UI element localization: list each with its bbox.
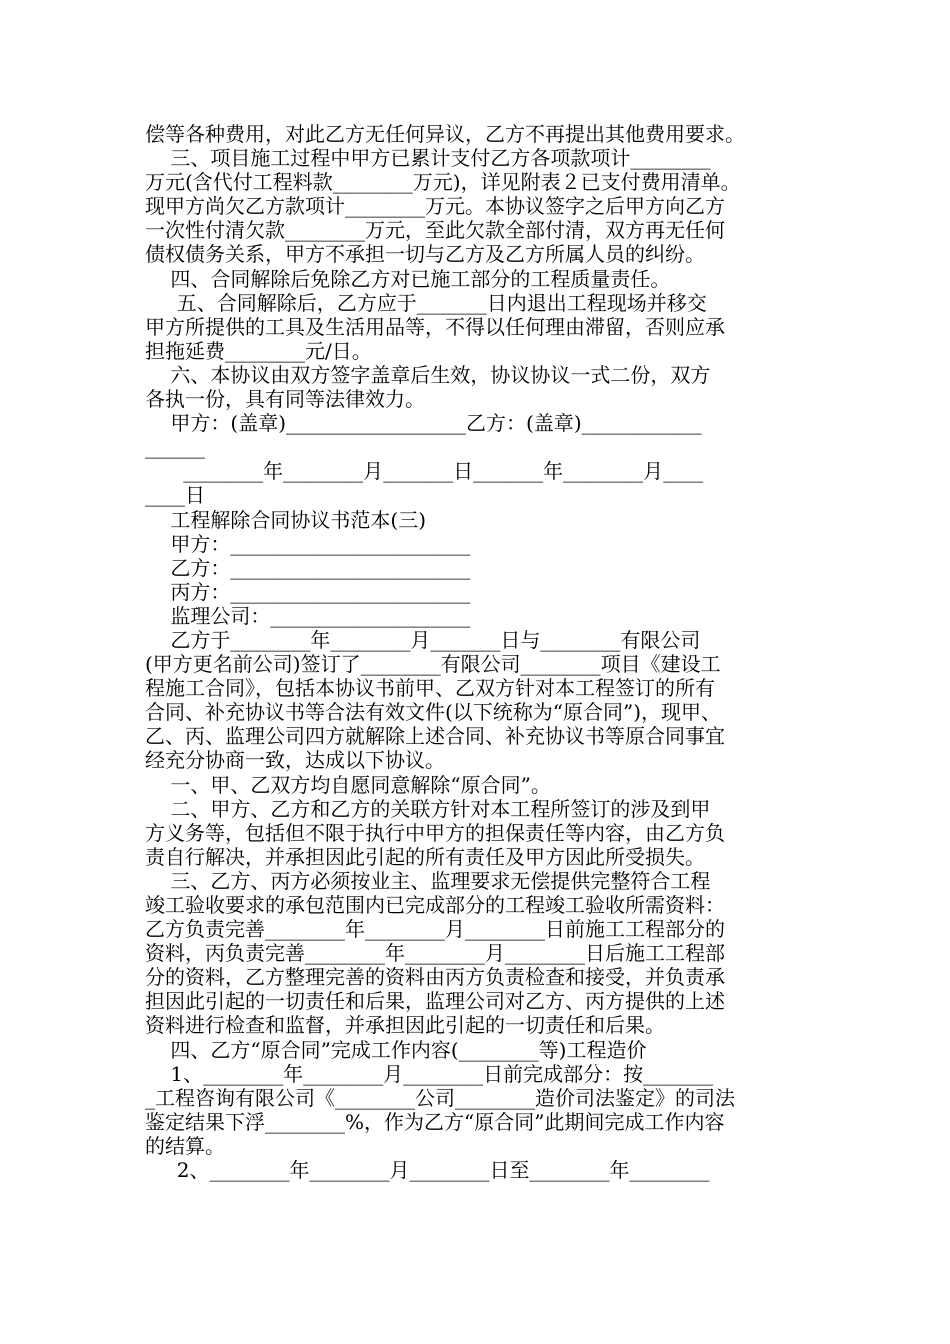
text-line: 竣工验收要求的承包范围内已完成部分的工程竣工验收所需资料： (145, 893, 725, 917)
text-line: 程施工合同》，包括本协议书前甲、乙双方针对本工程签订的所有 (145, 676, 715, 701)
text-line: 的结算。 (145, 1133, 225, 1158)
text-line: 甲方：(盖章)__________________乙方：(盖章)____________ (145, 411, 702, 436)
text-line: 乙、丙、监理公司四方就解除上述合同、补充协议书等原合同事宜 (145, 724, 725, 749)
text-line: 合同、补充协议书等合法有效文件(以下统称为“原合同”)，现甲、 (145, 700, 722, 725)
text-line: 担因此引起的一切责任和后果，监理公司对乙方、丙方提供的上述 (145, 989, 725, 1014)
text-line: 方义务等，包括但不限于执行中甲方的担保责任等内容，由乙方负 (145, 820, 725, 845)
text-line: 经充分协商一致，达成以下协议。 (145, 748, 445, 773)
text-line: 乙方于________年________月_______日与________有限公司 (145, 627, 701, 652)
text-line: ______ (145, 435, 205, 460)
text-line: 现甲方尚欠乙方款项计________万元。本协议签字之后甲方向乙方 (145, 194, 725, 219)
text-line: 万元(含代付工程料款________万元)，详见附表２已支付费用清单。 (145, 170, 741, 195)
text-line: (甲方更名前公司)签订了________有限公司________项目《建设工 (145, 652, 721, 677)
text-line: 三、乙方、丙方必须按业主、监理要求无偿提供完整符合工程 (145, 868, 711, 893)
text-line: 二、甲方、乙方和乙方的关联方针对本工程所签订的涉及到甲 (145, 796, 711, 821)
text-line: 资料进行检查和监督，并承担因此引起的一切责任和后果。 (145, 1013, 665, 1038)
text-line: 甲方所提供的工具及生活用品等，不得以任何理由滞留，否则应承 (145, 314, 725, 339)
text-line: 各执一份，具有同等法律效力。 (145, 387, 425, 412)
text-line: 四、乙方“原合同”完成工作内容(________等)工程造价 (145, 1037, 647, 1062)
text-line: 债权债务关系，甲方不承担一切与乙方及乙方所属人员的纠纷。 (145, 242, 705, 267)
text-line: 偿等各种费用，对此乙方无任何异议，乙方不再提出其他费用要求。 (145, 122, 745, 146)
text-line: ____日 (145, 483, 205, 508)
text-line: ________年________月_______日_______年________月____ (145, 459, 704, 484)
text-line: 三、项目施工过程中甲方已累计支付乙方各项款项计________ (145, 146, 711, 171)
text-line: 乙方：________________________ (145, 555, 471, 580)
text-line: 分的资料，乙方整理完善的资料由丙方负责检查和接受，并负责承 (145, 965, 725, 990)
text-line: 甲方：________________________ (145, 531, 471, 556)
document-page (145, 122, 810, 1182)
text-line: 乙方负责完善________年________月________日前施工工程部分的 (145, 917, 725, 942)
text-line: 四、合同解除后免除乙方对已施工部分的工程质量责任。 (145, 266, 671, 291)
text-line: 工程解除合同协议书范本(三) (145, 507, 427, 532)
text-line: _工程咨询有限公司《________公司________造价司法鉴定》的司法 (145, 1085, 735, 1110)
text-line: 一、甲、乙双方均自愿同意解除“原合同”。 (145, 772, 551, 797)
text-line: 资料，丙负责完善________年________月________日后施工工程部 (145, 941, 725, 966)
text-line: 丙方：________________________ (145, 579, 471, 604)
text-line: 一次性付清欠款________万元，至此欠款全部付清，双方再无任何 (145, 218, 725, 243)
text-line: 监理公司：____________________ (145, 603, 471, 628)
text-line: 2、________年________月________日至________年________ (145, 1158, 710, 1183)
text-line: 1、________年________月________日前完成部分：按_______ (145, 1061, 714, 1086)
text-line: 鉴定结果下浮________%，作为乙方“原合同”此期间完成工作内容 (145, 1109, 725, 1134)
text-line: 担拖延费________元/日。 (145, 338, 372, 363)
text-line: 六、本协议由双方签字盖章后生效，协议协议一式二份，双方 (145, 362, 711, 387)
text-line: 责自行解决，并承担因此引起的所有责任及甲方因此所受损失。 (145, 844, 705, 869)
text-line: 五、合同解除后，乙方应于_______日内退出工程现场并移交 (145, 290, 707, 315)
